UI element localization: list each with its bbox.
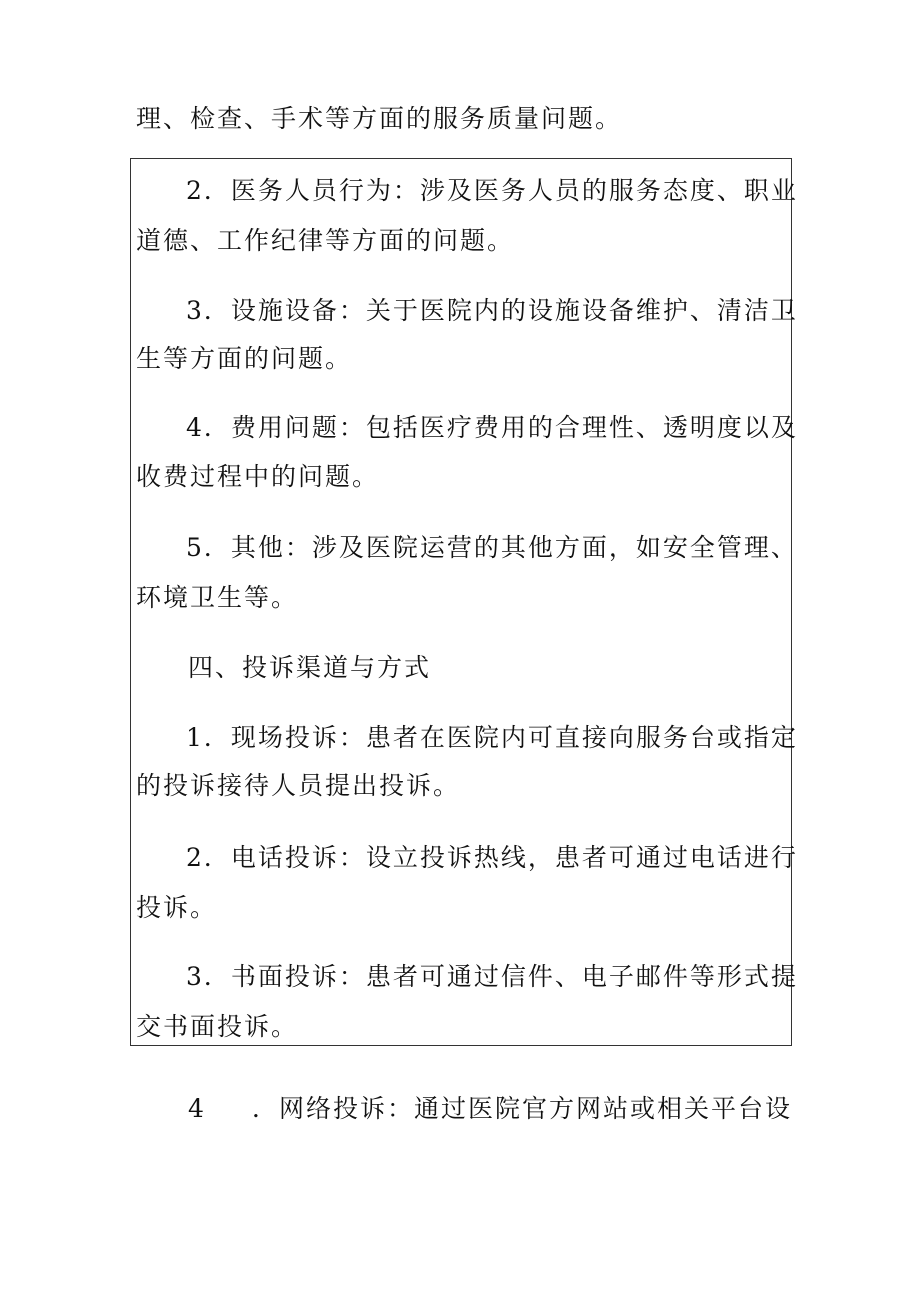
channel-4-text: ．网络投诉：通过医院官方网站或相关平台设 [252, 1094, 793, 1123]
channel-3-line-2: 交书面投诉。 [136, 1012, 299, 1041]
item-3-line-2: 生等方面的问题。 [136, 344, 353, 373]
channel-2-line-2: 投诉。 [136, 893, 218, 922]
intro-continuation-text: 理、检查、手术等方面的服务质量问题。 [136, 104, 623, 133]
item-4-line-2: 收费过程中的问题。 [136, 462, 380, 491]
channel-3-line-1: 3．书面投诉：患者可通过信件、电子邮件等形式提 [186, 962, 798, 991]
section-heading: 四、投诉渠道与方式 [188, 653, 432, 682]
item-5-line-2: 环境卫生等。 [136, 583, 299, 612]
channel-1-line-2: 的投诉接待人员提出投诉。 [136, 771, 461, 800]
channel-4-number: 4 [188, 1094, 206, 1123]
item-2-line-1: 2．医务人员行为：涉及医务人员的服务态度、职业 [186, 176, 798, 205]
channel-2-line-1: 2．电话投诉：设立投诉热线，患者可通过电话进行 [186, 843, 798, 872]
channel-1-line-1: 1．现场投诉：患者在医院内可直接向服务台或指定 [186, 723, 798, 752]
item-2-line-2: 道德、工作纪律等方面的问题。 [136, 226, 515, 255]
item-3-line-1: 3．设施设备：关于医院内的设施设备维护、清洁卫 [186, 296, 798, 325]
item-5-line-1: 5．其他：涉及医院运营的其他方面，如安全管理、 [186, 533, 798, 562]
item-4-line-1: 4．费用问题：包括医疗费用的合理性、透明度以及 [186, 413, 798, 442]
